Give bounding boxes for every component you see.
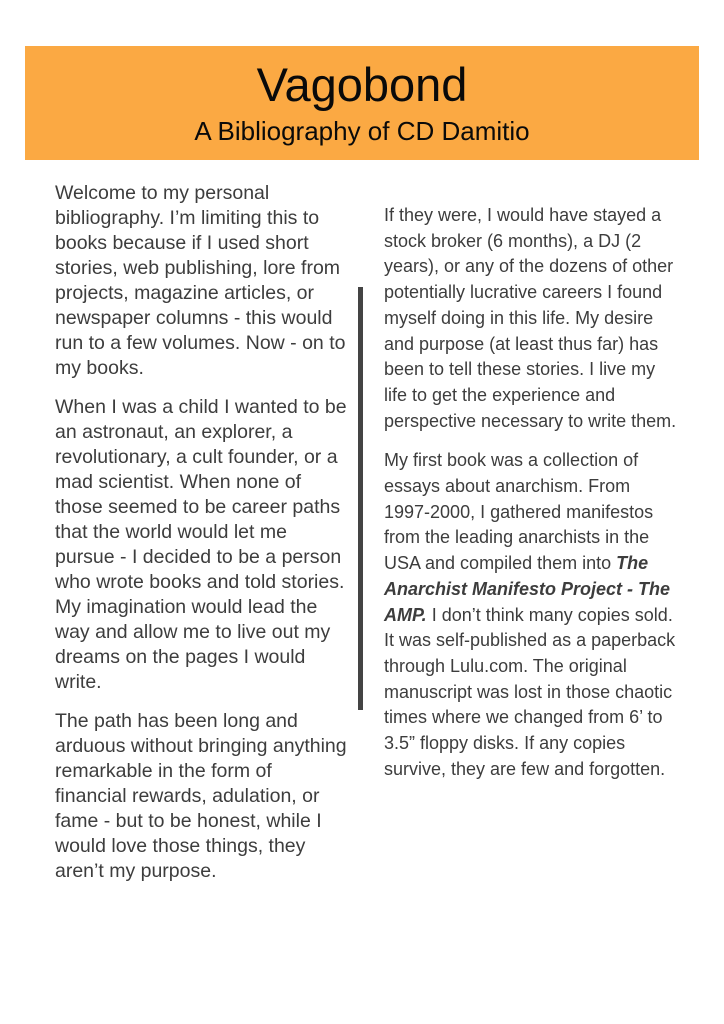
left-column — [55, 181, 347, 884]
first-book-text-after: I don’t think many copies sold. It was self-published as a paperback through Lulu.com. The original manuscript was lost in those chaotic times where we changed from 6’ to 3.5” floppy disks. If any copies survive, they are few and forgotten. — [384, 604, 676, 779]
page-title: Vagobond — [256, 58, 468, 111]
column-divider — [358, 287, 363, 710]
first-book-text-before: My first book was a collection of essays about anarchism. From 1997-2000, I gathered manifestos from the leading anarchists in the USA and compiled them into — [384, 450, 654, 574]
first-book-paragraph — [384, 448, 679, 782]
right-column — [384, 203, 679, 782]
page-subtitle: A Bibliography of CD Damitio — [194, 116, 530, 146]
childhood-paragraph: When I was a child I wanted to be an astronaut, an explorer, a revolutionary, a cult founder, or a mad scientist. When none of those seemed to be career paths that the world would let me pursue - I decided to be a person who wrote books and told stories. My imagination would lead the way and allow me to live out my dreams on the pages I would write. — [55, 396, 347, 693]
intro-paragraph: Welcome to my personal bibliography. I’m limiting this to books because if I used short stories, web publishing, lore from projects, magazine articles, or newspaper columns - this would run to a few volumes. Now - on to my books. — [55, 182, 346, 379]
book-title: The Anarchist Manifesto Project - The AMP. — [384, 553, 671, 625]
header-banner — [25, 46, 699, 160]
career-paragraph: If they were, I would have stayed a stock broker (6 months), a DJ (2 years), or any of the dozens of other potentially lucrative careers I found myself doing in this life. My desire and purpose (at least thus far) has been to tell these stories. I live my life to get the experience and perspective necessary to write them. — [384, 205, 677, 431]
path-paragraph: The path has been long and arduous without bringing anything remarkable in the form of financial rewards, adulation, or fame - but to be honest, while I would love those things, they aren’t my purpose. — [55, 710, 347, 882]
